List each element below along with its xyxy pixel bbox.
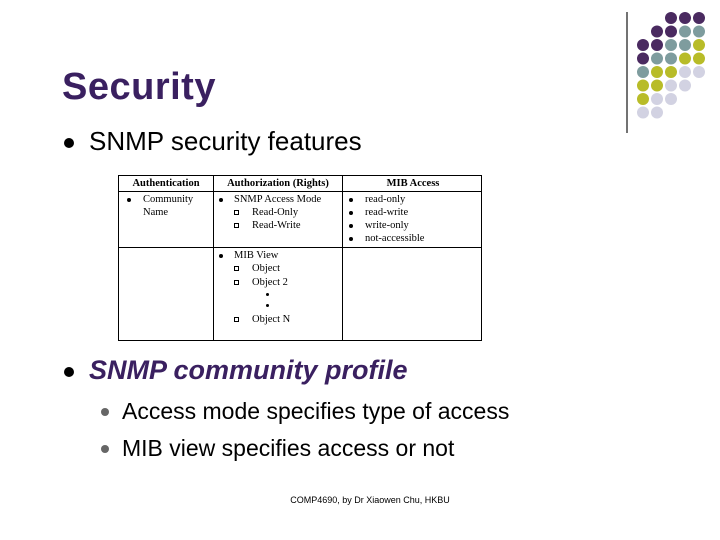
table-bullet — [349, 237, 353, 241]
decorative-dot — [637, 107, 649, 119]
table-bullet — [219, 198, 223, 202]
security-features-table — [118, 175, 482, 341]
sub-bullet-access-mode: Access mode specifies type of access — [122, 398, 510, 424]
decorative-dot — [637, 66, 649, 78]
checkbox-icon — [234, 266, 239, 271]
mib-access-read-only: read-only — [365, 194, 406, 205]
sub-bullet-marker — [101, 408, 109, 416]
mib-view-label: MIB View — [234, 250, 279, 261]
decorative-dot — [665, 12, 677, 24]
decorative-dot — [651, 66, 663, 78]
table-bullet — [219, 254, 223, 258]
access-mode-read-only: Read-Only — [252, 207, 299, 218]
decorative-dot — [679, 80, 691, 92]
sub-bullet-marker — [101, 445, 109, 453]
mib-access-not-accessible: not-accessible — [365, 233, 425, 244]
checkbox-icon — [234, 223, 239, 228]
decorative-dot — [651, 107, 663, 119]
decorative-dot — [637, 39, 649, 51]
table-bullet — [127, 198, 131, 202]
decorative-dot — [637, 80, 649, 92]
decorative-dot — [693, 39, 705, 51]
decorative-dot — [679, 53, 691, 65]
mib-object-2: Object 2 — [252, 277, 288, 288]
decorative-dot — [637, 93, 649, 105]
header-authorization: Authorization (Rights) — [227, 178, 329, 189]
mib-object: Object — [252, 263, 280, 274]
ellipsis-dot — [266, 304, 269, 307]
decorative-dot — [693, 66, 705, 78]
decorative-dot — [679, 26, 691, 38]
decorative-dot — [651, 80, 663, 92]
table-bullet — [349, 224, 353, 228]
auth-name: Name — [143, 207, 169, 218]
checkbox-icon — [234, 210, 239, 215]
decorative-dot — [665, 66, 677, 78]
table-bullet — [349, 211, 353, 215]
checkbox-icon — [234, 280, 239, 285]
decorative-dot — [665, 39, 677, 51]
decorative-dot — [693, 26, 705, 38]
bullet-community-profile: SNMP community profile — [89, 355, 408, 385]
decorative-dot — [651, 53, 663, 65]
decorative-dot — [693, 12, 705, 24]
decorative-dot — [679, 39, 691, 51]
slide-footer: COMP4690, by Dr Xiaowen Chu, HKBU — [290, 495, 450, 505]
access-mode-read-write: Read-Write — [252, 220, 301, 231]
table-divider — [213, 176, 214, 340]
decorative-dot — [665, 26, 677, 38]
mib-object-n: Object N — [252, 314, 291, 325]
bullet-marker — [64, 367, 74, 377]
header-mib-access: MIB Access — [386, 178, 440, 189]
sub-bullet-mib-view: MIB view specifies access or not — [122, 435, 455, 461]
auth-community: Community — [143, 194, 194, 205]
ellipsis-dot — [266, 293, 269, 296]
access-mode-label: SNMP Access Mode — [234, 194, 322, 205]
checkbox-icon — [234, 317, 239, 322]
decorative-dot — [665, 53, 677, 65]
decorative-dot — [651, 93, 663, 105]
header-authentication: Authentication — [132, 178, 200, 189]
mib-access-read-write: read-write — [365, 207, 409, 218]
decorative-dot — [665, 80, 677, 92]
table-header-row — [119, 176, 481, 192]
decorative-dot — [637, 53, 649, 65]
slide-title: Security — [62, 66, 216, 108]
decorative-dot — [693, 53, 705, 65]
decorative-dot — [679, 66, 691, 78]
decorative-dot — [651, 26, 663, 38]
decorative-dot — [651, 39, 663, 51]
decorative-dot — [665, 93, 677, 105]
table-bullet — [349, 198, 353, 202]
bullet-marker — [64, 138, 74, 148]
decorative-dot — [679, 12, 691, 24]
table-divider — [119, 247, 481, 248]
bullet-security-features: SNMP security features — [89, 126, 362, 156]
table-divider — [342, 176, 343, 340]
mib-access-write-only: write-only — [365, 220, 409, 231]
